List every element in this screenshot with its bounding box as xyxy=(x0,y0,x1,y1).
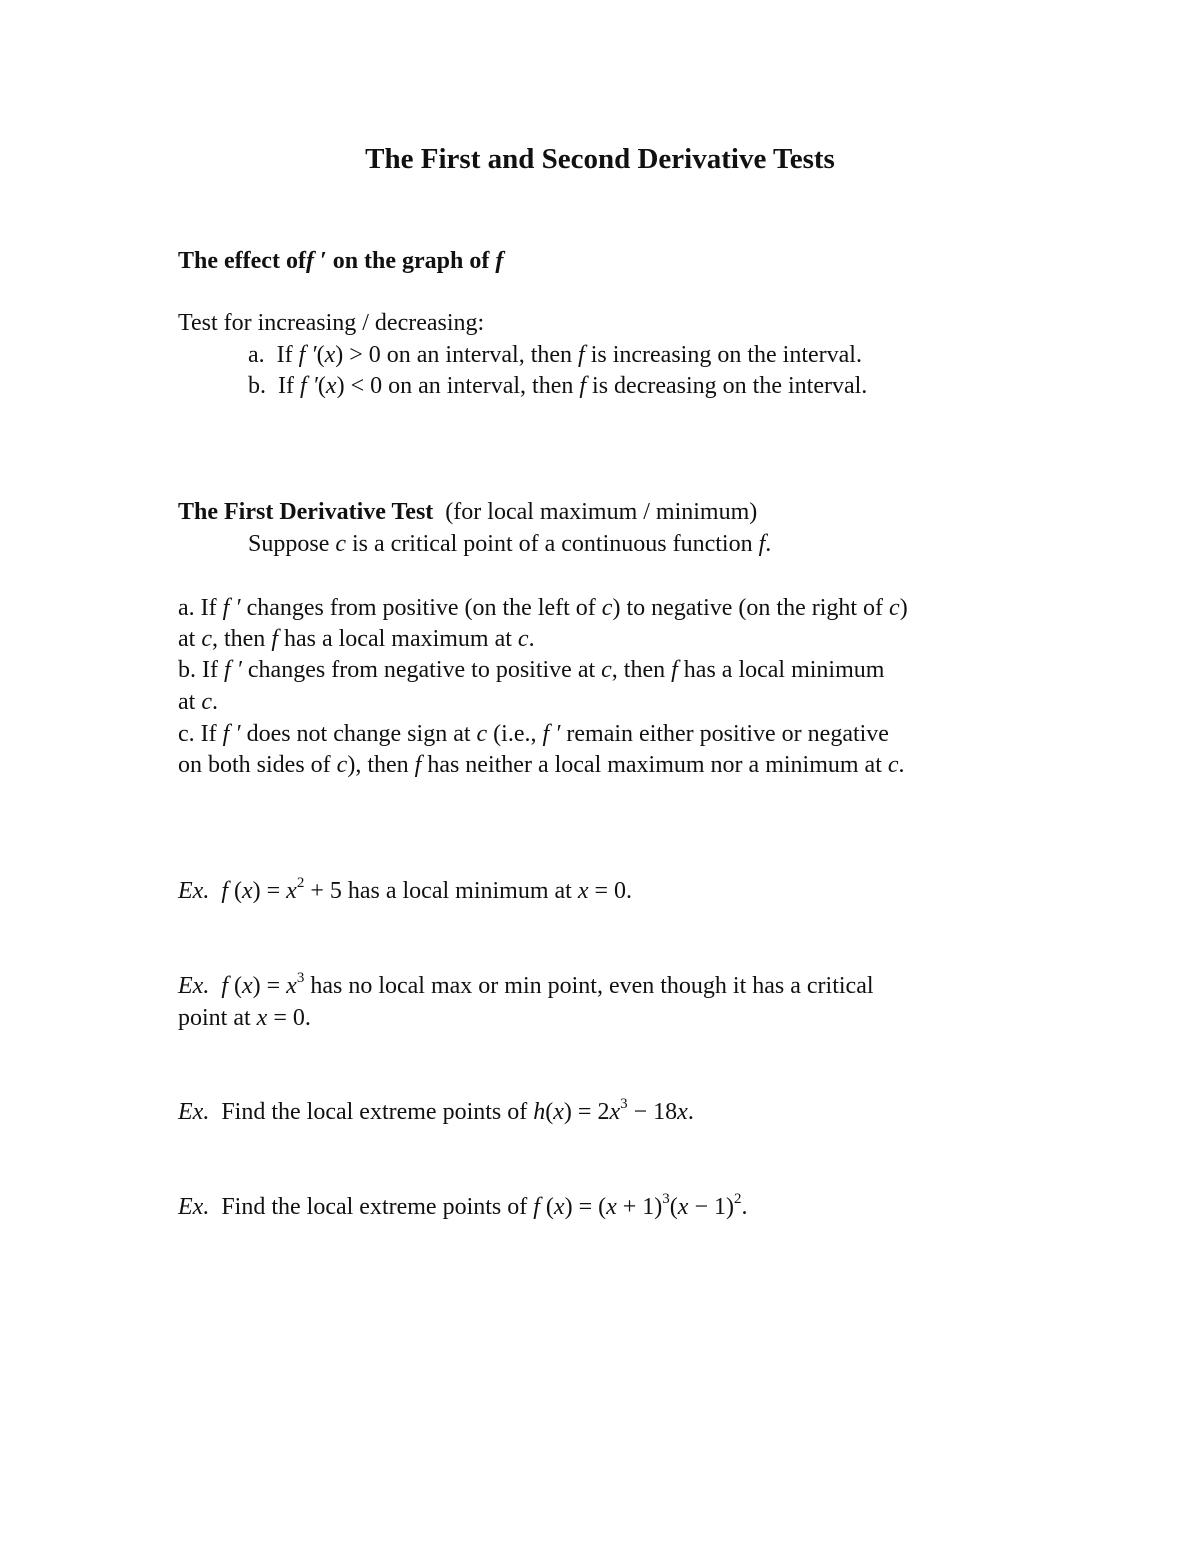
rule-b-line2 xyxy=(178,687,218,718)
rule-a-line1 xyxy=(178,593,908,624)
item-text: is increasing on the interval. xyxy=(584,342,862,368)
text: . xyxy=(687,1099,694,1125)
math-x: x xyxy=(325,373,337,399)
text: + 1) xyxy=(616,1194,663,1220)
page-title: The First and Second Derivative Tests xyxy=(365,143,835,175)
math-c: c xyxy=(201,689,212,715)
text: Suppose xyxy=(248,531,336,557)
text: at xyxy=(178,689,202,715)
math-fprime: f ′ xyxy=(542,721,561,747)
text: (i.e., xyxy=(487,721,543,747)
text: . xyxy=(898,752,905,778)
text: − 18 xyxy=(627,1099,678,1125)
example-2-line2 xyxy=(178,1003,311,1034)
text: has no local max or min point, even though it has a critical xyxy=(304,973,874,999)
math-x: x xyxy=(577,878,589,904)
text: at xyxy=(178,626,202,652)
math-f: f xyxy=(414,752,422,778)
math-fprime: f ′ xyxy=(299,373,318,399)
heading-note: (for local maximum / minimum) xyxy=(445,499,758,525)
text: has a local maximum at xyxy=(277,626,518,652)
section-heading-first-derivative-test xyxy=(178,497,757,528)
math-c: c xyxy=(336,752,348,778)
example-2-line1: Ex. f $(x) = x^3$ has no local max or min point, even though it has a critical xyxy=(178,970,874,999)
ex-label: Ex. xyxy=(178,1099,210,1125)
math-c: c xyxy=(889,595,900,621)
math-x: x xyxy=(677,1194,689,1220)
heading-fprime: f ′ xyxy=(305,248,327,274)
list-item-a: a. If f ′(x) > 0 on an interval, then f is increasing on the interval. xyxy=(248,342,862,368)
list-item-b: b. If f ′(x) < 0 on an interval, then f is decreasing on the interval. xyxy=(248,373,868,399)
text: c. If xyxy=(178,721,223,747)
text: remain either positive or negative xyxy=(560,721,889,747)
text: does not change sign at xyxy=(240,721,477,747)
text: has neither a local maximum nor a minimum at xyxy=(421,752,888,778)
math-c: c xyxy=(201,626,212,652)
text: ) xyxy=(899,595,908,621)
math-c: c xyxy=(335,531,346,557)
text: = 0. xyxy=(267,1005,311,1031)
heading-f: f xyxy=(495,248,504,274)
math-f: f xyxy=(671,657,678,683)
text: ) to negative (on the right of xyxy=(612,595,890,621)
math-f: f xyxy=(533,1194,540,1220)
text: ( xyxy=(669,1194,678,1220)
example-4: Ex. Find the local extreme points of f $(x) = (x + 1)^3(x - 1)^2$. xyxy=(178,1191,748,1220)
math-c: c xyxy=(476,721,488,747)
heading-text: on the graph of xyxy=(326,248,490,274)
math-x: x xyxy=(241,973,253,999)
text: has a local minimum xyxy=(677,657,885,683)
heading-text: The First Derivative Test xyxy=(178,499,434,525)
math-fprime: f ′ xyxy=(222,721,241,747)
exponent: 3 xyxy=(620,1096,628,1112)
exponent: 2 xyxy=(733,1191,742,1207)
text: . xyxy=(741,1194,748,1220)
item-text: is decreasing on the interval. xyxy=(586,373,868,399)
ex-label: Ex. xyxy=(178,973,210,999)
text: + 5 has a local minimum at xyxy=(304,878,578,904)
text: is a critical point of a continuous function xyxy=(346,531,759,557)
math-x: x xyxy=(677,1099,688,1125)
math-x: x xyxy=(241,878,253,904)
exponent: 2 xyxy=(296,875,305,891)
math-x: x xyxy=(553,1194,565,1220)
test-label: Test for increasing / decreasing: xyxy=(178,310,485,336)
math-fprime: f ′ xyxy=(298,342,317,368)
math-x: x xyxy=(609,1099,621,1125)
text: b. If xyxy=(178,657,224,683)
math-x: x xyxy=(256,1005,268,1031)
text: ), then xyxy=(347,752,415,778)
math-x: x xyxy=(286,973,297,999)
text: Find the local extreme points of xyxy=(221,1194,534,1220)
item-text: < 0 on an interval, then xyxy=(344,373,580,399)
math-h: h xyxy=(533,1099,546,1125)
text: = 2 xyxy=(571,1099,610,1125)
math-x: x xyxy=(553,1099,564,1125)
text: . xyxy=(211,689,218,715)
rule-c-line2 xyxy=(178,750,905,781)
math-x: x xyxy=(286,878,297,904)
ex-label: Ex. xyxy=(178,1194,210,1220)
text: , then xyxy=(211,626,272,652)
math-f: f xyxy=(221,878,228,904)
text: . xyxy=(528,626,535,652)
text: Find the local extreme points of xyxy=(221,1099,534,1125)
text: a. If xyxy=(178,595,223,621)
text: point at xyxy=(178,1005,257,1031)
suppose-line xyxy=(248,529,771,560)
rule-b-line1 xyxy=(178,655,884,686)
math-f: f xyxy=(579,373,587,399)
exponent: 3 xyxy=(296,970,305,986)
math-f: f xyxy=(578,342,585,368)
heading-text: The effect of xyxy=(178,248,306,274)
item-text: If xyxy=(278,373,300,399)
math-x: x xyxy=(324,342,336,368)
text: = ( xyxy=(572,1194,607,1220)
math-f: f xyxy=(221,973,228,999)
rule-c-line1 xyxy=(178,719,889,750)
text: changes from negative to positive at xyxy=(241,657,602,683)
text: on both sides of xyxy=(178,752,337,778)
text: changes from positive (on the left of xyxy=(240,595,602,621)
math-f: f xyxy=(271,626,278,652)
text: , then xyxy=(611,657,672,683)
item-text: If xyxy=(276,342,299,368)
section-heading-effect xyxy=(178,246,503,277)
text: . xyxy=(765,531,772,557)
math-c: c xyxy=(601,595,613,621)
item-marker: b. xyxy=(248,373,266,399)
math-fprime: f ′ xyxy=(222,595,241,621)
item-marker: a. xyxy=(248,342,265,368)
math-c: c xyxy=(601,657,612,683)
text: = 0. xyxy=(588,878,633,904)
example-3: Ex. Find the local extreme points of $h(x) = 2x^3 - 18x$. xyxy=(178,1096,694,1125)
example-1: Ex. f $(x) = x^2 + 5$ has a local minimum at x = 0. xyxy=(178,875,633,904)
exponent: 3 xyxy=(662,1191,670,1207)
rule-a-line2 xyxy=(178,624,535,655)
math-fprime: f ′ xyxy=(223,657,242,683)
ex-label: Ex. xyxy=(178,878,210,904)
math-f: f xyxy=(758,531,766,557)
text: − 1) xyxy=(688,1194,734,1220)
math-c: c xyxy=(517,626,529,652)
item-text: > 0 on an interval, then xyxy=(343,342,579,368)
math-c: c xyxy=(887,752,899,778)
math-x: x xyxy=(606,1194,617,1220)
